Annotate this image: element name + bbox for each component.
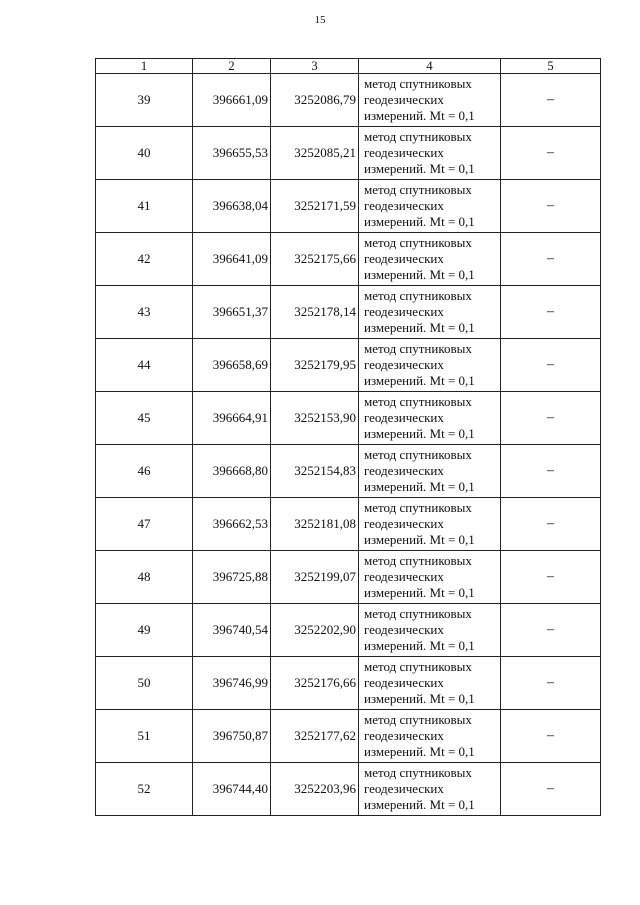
point-number: 50 — [96, 657, 193, 710]
method-line: измерений. Mt = 0,1 — [364, 214, 475, 229]
coord-x: 396655,53 — [193, 127, 271, 180]
method-line: геодезических — [364, 251, 444, 266]
coord-y: 3252203,96 — [271, 763, 359, 816]
point-number: 49 — [96, 604, 193, 657]
method-description — [359, 710, 501, 763]
method-line: геодезических — [364, 675, 444, 690]
table-row — [96, 763, 601, 816]
method-line: геодезических — [364, 410, 444, 425]
method-line: измерений. Mt = 0,1 — [364, 691, 475, 706]
method-line: геодезических — [364, 357, 444, 372]
coord-x: 396725,88 — [193, 551, 271, 604]
coord-x: 396662,53 — [193, 498, 271, 551]
method-line: измерений. Mt = 0,1 — [364, 373, 475, 388]
note-dash: – — [501, 551, 601, 604]
coord-y: 3252202,90 — [271, 604, 359, 657]
method-line: измерений. Mt = 0,1 — [364, 638, 475, 653]
point-number: 45 — [96, 392, 193, 445]
table-row — [96, 286, 601, 339]
table-row — [96, 180, 601, 233]
method-line: геодезических — [364, 304, 444, 319]
point-number: 47 — [96, 498, 193, 551]
method-description — [359, 392, 501, 445]
coord-y: 3252176,66 — [271, 657, 359, 710]
note-dash: – — [501, 286, 601, 339]
method-line: метод спутниковых — [364, 712, 472, 727]
note-dash: – — [501, 710, 601, 763]
method-line: геодезических — [364, 516, 444, 531]
method-line: измерений. Mt = 0,1 — [364, 426, 475, 441]
method-line: метод спутниковых — [364, 553, 472, 568]
coord-y: 3252199,07 — [271, 551, 359, 604]
method-line: измерений. Mt = 0,1 — [364, 585, 475, 600]
note-dash: – — [501, 339, 601, 392]
coord-x: 396746,99 — [193, 657, 271, 710]
method-line: измерений. Mt = 0,1 — [364, 320, 475, 335]
table-row — [96, 339, 601, 392]
table-row — [96, 498, 601, 551]
point-number: 52 — [96, 763, 193, 816]
point-number: 40 — [96, 127, 193, 180]
coord-x: 396638,04 — [193, 180, 271, 233]
method-description — [359, 339, 501, 392]
method-description — [359, 551, 501, 604]
method-line: метод спутниковых — [364, 235, 472, 250]
table-row — [96, 445, 601, 498]
method-line: измерений. Mt = 0,1 — [364, 161, 475, 176]
header-col-4: 4 — [359, 59, 501, 74]
table-row — [96, 604, 601, 657]
method-line: геодезических — [364, 198, 444, 213]
method-line: метод спутниковых — [364, 76, 472, 91]
coord-y: 3252179,95 — [271, 339, 359, 392]
coord-y: 3252171,59 — [271, 180, 359, 233]
header-col-5: 5 — [501, 59, 601, 74]
method-line: метод спутниковых — [364, 182, 472, 197]
method-description — [359, 286, 501, 339]
method-description — [359, 498, 501, 551]
method-line: геодезических — [364, 622, 444, 637]
method-description — [359, 127, 501, 180]
note-dash: – — [501, 763, 601, 816]
coord-x: 396668,80 — [193, 445, 271, 498]
coord-y: 3252178,14 — [271, 286, 359, 339]
page-number: 15 — [314, 14, 326, 26]
method-line: метод спутниковых — [364, 606, 472, 621]
method-line: геодезических — [364, 145, 444, 160]
coord-x: 396744,40 — [193, 763, 271, 816]
method-line: геодезических — [364, 92, 444, 107]
table-row — [96, 233, 601, 286]
method-line: метод спутниковых — [364, 341, 472, 356]
coord-y: 3252085,21 — [271, 127, 359, 180]
point-number: 42 — [96, 233, 193, 286]
coord-x: 396651,37 — [193, 286, 271, 339]
table-row — [96, 657, 601, 710]
method-description — [359, 763, 501, 816]
point-number: 43 — [96, 286, 193, 339]
coord-y: 3252175,66 — [271, 233, 359, 286]
method-line: метод спутниковых — [364, 765, 472, 780]
coordinates-table — [95, 58, 601, 816]
point-number: 48 — [96, 551, 193, 604]
note-dash: – — [501, 445, 601, 498]
header-row — [96, 59, 601, 74]
coord-y: 3252154,83 — [271, 445, 359, 498]
table-row — [96, 127, 601, 180]
method-line: измерений. Mt = 0,1 — [364, 267, 475, 282]
point-number: 46 — [96, 445, 193, 498]
note-dash: – — [501, 657, 601, 710]
method-line: метод спутниковых — [364, 394, 472, 409]
method-line: геодезических — [364, 781, 444, 796]
note-dash: – — [501, 604, 601, 657]
note-dash: – — [501, 74, 601, 127]
method-line: измерений. Mt = 0,1 — [364, 479, 475, 494]
method-line: метод спутниковых — [364, 659, 472, 674]
method-line: метод спутниковых — [364, 288, 472, 303]
point-number: 39 — [96, 74, 193, 127]
method-line: измерений. Mt = 0,1 — [364, 532, 475, 547]
method-description — [359, 74, 501, 127]
method-line: геодезических — [364, 463, 444, 478]
method-line: геодезических — [364, 569, 444, 584]
note-dash: – — [501, 392, 601, 445]
note-dash: – — [501, 127, 601, 180]
point-number: 41 — [96, 180, 193, 233]
method-description — [359, 657, 501, 710]
note-dash: – — [501, 498, 601, 551]
header-col-1: 1 — [96, 59, 193, 74]
coord-y: 3252177,62 — [271, 710, 359, 763]
table-row — [96, 551, 601, 604]
method-line: измерений. Mt = 0,1 — [364, 797, 475, 812]
method-description — [359, 445, 501, 498]
table-row — [96, 74, 601, 127]
coord-x: 396661,09 — [193, 74, 271, 127]
method-line: метод спутниковых — [364, 129, 472, 144]
point-number: 51 — [96, 710, 193, 763]
table-row — [96, 392, 601, 445]
header-col-2: 2 — [193, 59, 271, 74]
coord-x: 396740,54 — [193, 604, 271, 657]
method-description — [359, 604, 501, 657]
coord-x: 396664,91 — [193, 392, 271, 445]
method-line: измерений. Mt = 0,1 — [364, 744, 475, 759]
coord-y: 3252181,08 — [271, 498, 359, 551]
method-line: метод спутниковых — [364, 500, 472, 515]
point-number: 44 — [96, 339, 193, 392]
note-dash: – — [501, 180, 601, 233]
coord-y: 3252086,79 — [271, 74, 359, 127]
header-col-3: 3 — [271, 59, 359, 74]
method-description — [359, 180, 501, 233]
table-row — [96, 710, 601, 763]
method-line: геодезических — [364, 728, 444, 743]
coord-x: 396658,69 — [193, 339, 271, 392]
method-line: измерений. Mt = 0,1 — [364, 108, 475, 123]
method-description — [359, 233, 501, 286]
coord-x: 396641,09 — [193, 233, 271, 286]
coord-y: 3252153,90 — [271, 392, 359, 445]
coord-x: 396750,87 — [193, 710, 271, 763]
note-dash: – — [501, 233, 601, 286]
method-line: метод спутниковых — [364, 447, 472, 462]
